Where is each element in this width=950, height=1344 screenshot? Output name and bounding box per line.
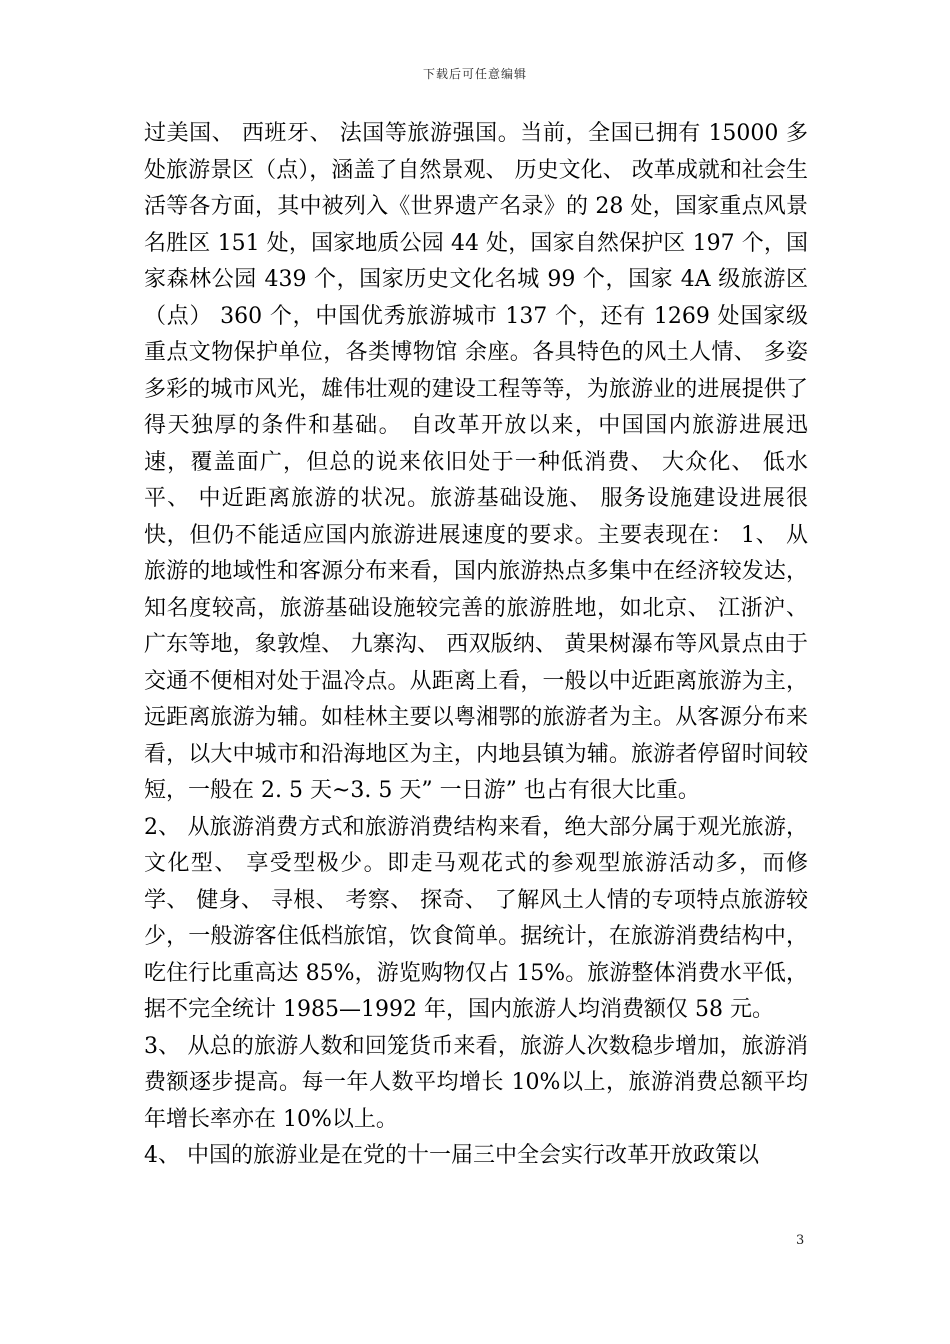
- body-text: [144, 116, 808, 1175]
- paragraph-1: 过美国、 西班牙、 法国等旅游强国。当前，全国已拥有 15000 多处旅游景区（点），涵盖了自然景观、 历史文化、 改革成就和社会生活等各方面，其中被列入《世界遗产名录》的 28 处，国家重点风景名胜区 151 处，国家地质公园 44 处，国家自然保护区 197 个，国家森林公园 439 个，国家历史文化名城 99 个，国家 4A 级旅游区（点） 360 个，中国优秀旅游城市 137 个，还有 1269 处国家级重点文物保护单位，各类博物馆 余座。各具特色的风土人情、 多姿多彩的城市风光，雄伟壮观的建设工程等等，为旅游业的进展提供了得天独厚的条件和基础。 自改革开放以来，中国国内旅游进展迅速，覆盖面广，但总的说来依旧处于一种低消费、 大众化、 低水平、 中近距离旅游的状况。旅游基础设施、 服务设施建设进展很快，但仍不能适应国内旅游进展速度的要求。主要表现在： 1、 从旅游的地域性和客源分布来看，国内旅游热点多集中在经济较发达，知名度较高，旅游基础设施较完善的旅游胜地，如北京、 江浙沪、 广东等地，象敦煌、 九寨沟、 西双版纳、 黄果树瀑布等风景点由于交通不便相对处于温冷点。从距离上看，一般以中近距离旅游为主，远距离旅游为辅。如桂林主要以粤湘鄂的旅游者为主。从客源分布来看，以大中城市和沿海地区为主，内地县镇为辅。旅游者停留时间较短，一般在 2. 5 天~3. 5 天” 一日游” 也占有很大比重。: [144, 121, 808, 803]
- page-number: 3: [796, 1233, 805, 1248]
- paragraph-2: 2、 从旅游消费方式和旅游消费结构来看，绝大部分属于观光旅游，文化型、 享受型极少。即走马观花式的参观型旅游活动多，而修学、 健身、 寻根、 考察、 探奇、 了解风土人情的专项特点旅游较少，一般游客住低档旅馆，饮食简单。据统计，在旅游消费结构中，吃住行比重高达 85%，游览购物仅占 15%。旅游整体消费水平低，据不完全统计 1985—1992 年，国内旅游人均消费额仅 58 元。: [144, 814, 808, 1022]
- page-header: 下载后可任意编辑: [422, 67, 527, 81]
- paragraph-4: 4、 中国的旅游业是在党的十一届三中全会实行改革开放政策以: [144, 1143, 759, 1168]
- paragraph-3: 3、 从总的旅游人数和回笼货币来看，旅游人次数稳步增加，旅游消费额逐步提高。每一年人数平均增长 10%以上，旅游消费总额平均年增长率亦在 10%以上。: [144, 1033, 808, 1132]
